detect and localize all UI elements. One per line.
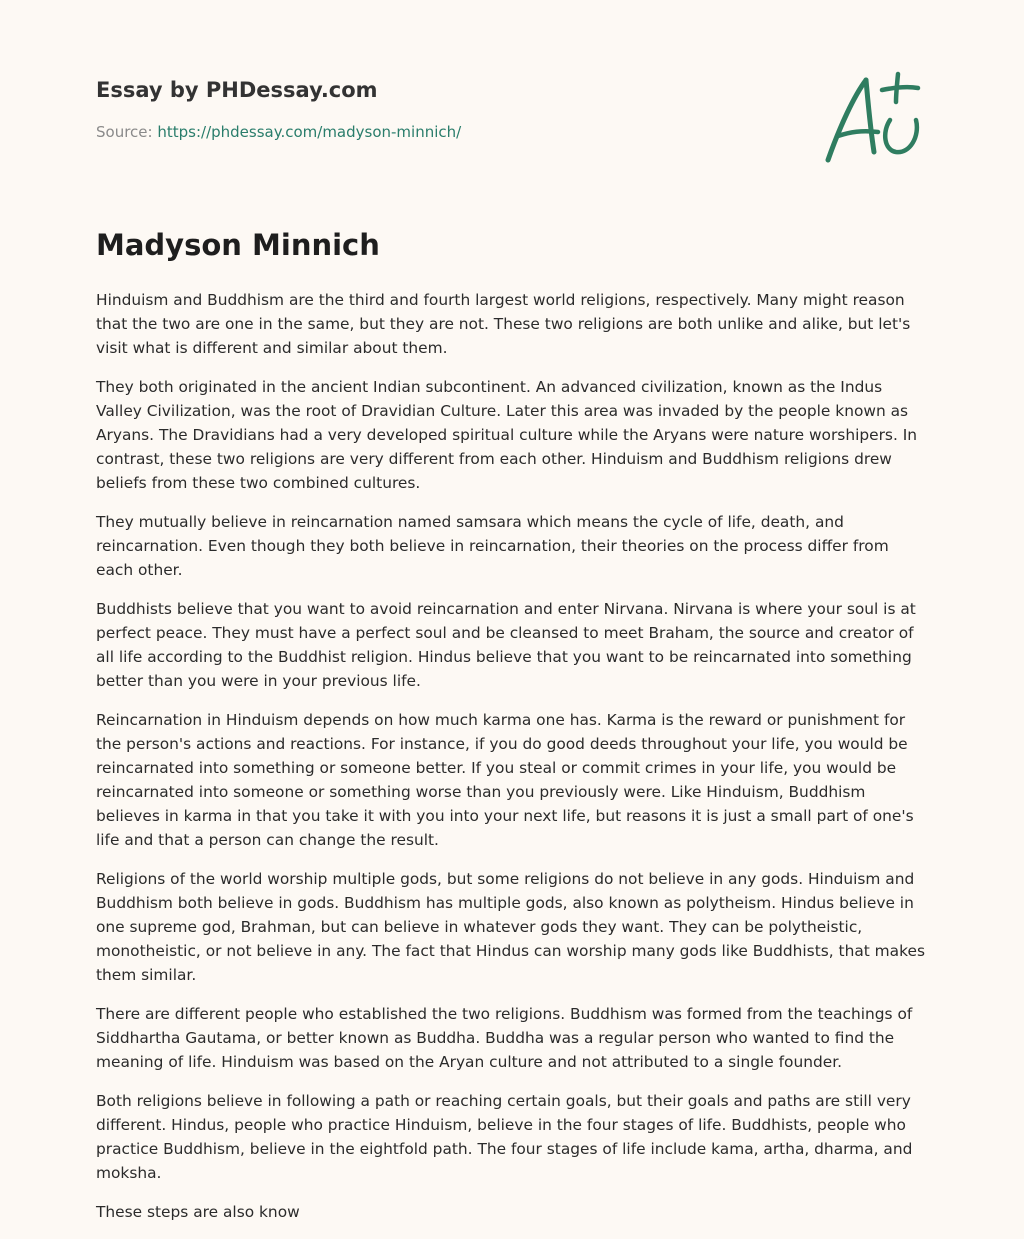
page-header: [96, 76, 796, 142]
essay-content: [96, 226, 928, 1239]
essay-title: Madyson Minnich: [96, 228, 380, 262]
source-label: Source:: [96, 123, 153, 141]
a-plus-logo-icon: [820, 66, 930, 166]
source-link[interactable]: https://phdessay.com/madyson-minnich/: [157, 123, 462, 141]
source-line: [96, 122, 796, 142]
essay-paragraph: They both originated in the ancient Indian subcontinent. An advanced civilization, known as the Indus Valley Civilization, was the root of Dravidian Culture. Later this area was invaded by the people known as Aryans. The Dravidians had a very developed spiritual culture while the Aryans were nature worshipers. In contrast, these two religions are very different from each other. Hinduism and Buddhism religions drew beliefs from these two combined cultures.: [96, 378, 918, 492]
essay-paragraph: Both religions believe in following a path or reaching certain goals, but their goals and paths are still very different. Hindus, people who practice Hinduism, believe in the four stages of life. Buddhists, people who practice Buddhism, believe in the eightfold path. The four stages of life include kama, artha, dharma, and moksha.: [96, 1092, 913, 1182]
essay-paragraph: There are different people who established the two religions. Buddhism was formed from the teachings of Siddhartha Gautama, or better known as Buddha. Buddha was a regular person who wanted to find the meaning of life. Hinduism was based on the Aryan culture and not attributed to a single founder.: [96, 1005, 913, 1071]
site-title: Essay by PHDessay.com: [96, 78, 378, 102]
essay-paragraph: Reincarnation in Hinduism depends on how much karma one has. Karma is the reward or punishment for the person's actions and reactions. For instance, if you do good deeds throughout your life, you would be reincarnated into something or someone better. If you steal or commit crimes in your life, you would be reincarnated into someone or something worse than you previously were. Like Hinduism, Buddhism believes in karma in that you take it with you into your next life, but reasons it is just a small part of one's life and that a person can change the result.: [96, 711, 914, 849]
essay-paragraph: Buddhists believe that you want to avoid reincarnation and enter Nirvana. Nirvana is where your soul is at perfect peace. They must have a perfect soul and be cleansed to meet Braham, the source and creator of all life according to the Buddhist religion. Hindus believe that you want to be reincarnated into something better than you were in your previous life.: [96, 600, 916, 690]
essay-paragraph: These steps are also know: [96, 1203, 300, 1221]
essay-paragraph: Hinduism and Buddhism are the third and fourth largest world religions, respectively. Many might reason that the two are one in the same, but they are not. These two religions are both unlike and alike, but let's visit what is different and similar about them.: [96, 291, 911, 357]
essay-paragraph: They mutually believe in reincarnation named samsara which means the cycle of life, death, and reincarnation. Even though they both believe in reincarnation, their theories on the process differ from each other.: [96, 513, 889, 579]
essay-paragraph: Religions of the world worship multiple gods, but some religions do not believe in any gods. Hinduism and Buddhism both believe in gods. Buddhism has multiple gods, also known as polytheism. Hindus believe in one supreme god, Brahman, but can believe in whatever gods they want. They can be polytheistic, monotheistic, or not believe in any. The fact that Hindus can worship many gods like Buddhists, that makes them similar.: [96, 870, 925, 984]
